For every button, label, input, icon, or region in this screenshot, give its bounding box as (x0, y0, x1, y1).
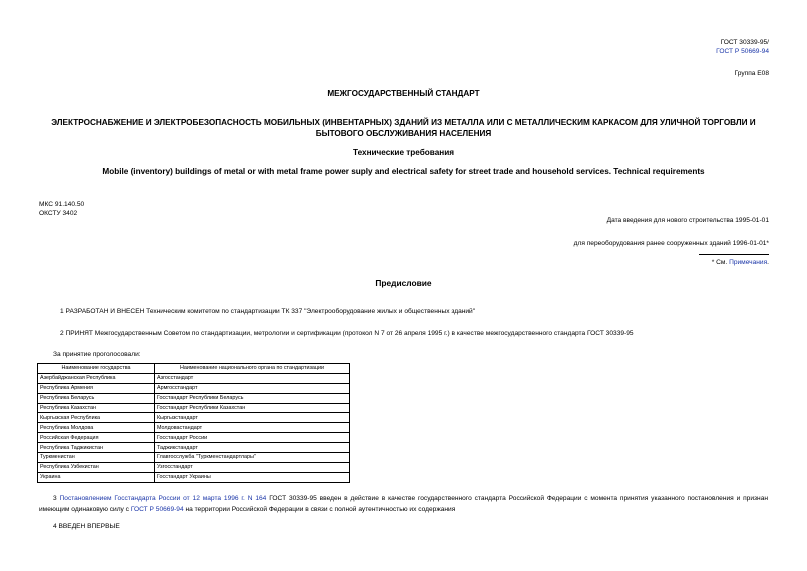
state-cell: Азербайджанская Республика (38, 373, 155, 383)
document-subtitle-ru: Технические требования (352, 148, 455, 157)
state-cell: Республика Узбекистан (38, 462, 155, 472)
table-header-state: Наименование государства (38, 364, 155, 374)
voted-label: За принятие проголосовали: (53, 351, 141, 358)
body-cell: Таджикстандарт (155, 443, 350, 453)
effective-date-reequip: для переоборудования ранее сооруженных зданий 1996-01-01* (573, 240, 769, 247)
table-row (38, 433, 350, 443)
group-code: Группа Е08 (734, 70, 769, 77)
state-cell: Республика Казахстан (38, 403, 155, 413)
state-cell: Российская Федерация (38, 433, 155, 443)
preface-heading: Предисловие (375, 278, 432, 288)
body-cell: Кыргызстандарт (155, 413, 350, 423)
state-cell: Туркменистан (38, 453, 155, 463)
paragraph-2: 2 ПРИНЯТ Межгосударственным Советом по стандартизации, метрологии и сертификации (протокол N 7 от 26 апреля 1995 г.) в качестве межгосударственного стандарта ГОСТ 30339-95 (60, 330, 634, 337)
gost-r-link[interactable]: ГОСТ Р 50669-94 (130, 506, 184, 513)
state-cell: Республика Беларусь (38, 393, 155, 403)
footnote-suffix: . (767, 259, 769, 266)
body-cell: Госстандарт Республики Казахстан (155, 403, 350, 413)
state-cell: Республика Таджикистан (38, 443, 155, 453)
state-cell: Кыргызская Республика (38, 413, 155, 423)
interstate-standard-heading: МЕЖГОСУДАРСТВЕННЫЙ СТАНДАРТ (327, 89, 480, 98)
table-row (38, 472, 350, 482)
paragraph-1: 1 РАЗРАБОТАН И ВНЕСЕН Техническим комитетом по стандартизации ТК 337 "Электрооборудование жилых и общественных зданий" (60, 308, 476, 315)
footnote-divider (699, 254, 769, 255)
body-cell: Молдовастандарт (155, 423, 350, 433)
state-cell: Республика Молдова (38, 423, 155, 433)
standard-code: ГОСТ 30339-95/ (720, 39, 769, 46)
table-row (38, 403, 350, 413)
notes-link[interactable]: Примечания (729, 259, 768, 266)
state-cell: Украина (38, 472, 155, 482)
classification-codes (39, 200, 84, 218)
footnote-prefix: * См. (711, 259, 730, 266)
voting-table (37, 363, 350, 483)
okstu-code: ОКСТУ 3402 (39, 210, 78, 217)
standard-code-link[interactable]: ГОСТ Р 50669-94 (716, 48, 769, 55)
table-row (38, 383, 350, 393)
paragraph-3-text-1: ГОСТ 30339-95 введен в действие в качестве государственного стандарта Российской Федерации с момента принятия указанного постановления и признан имеющим одинаковую силу с (39, 495, 769, 513)
body-cell: Узгосстандарт (155, 462, 350, 472)
table-header-row (38, 364, 350, 374)
state-cell: Республика Армения (38, 383, 155, 393)
table-row (38, 373, 350, 383)
paragraph-3 (39, 493, 768, 515)
table-row (38, 423, 350, 433)
decree-link[interactable]: Постановлением Госстандарта России от 12 марта 1996 г. N 164 (59, 495, 267, 502)
body-cell: Армгосстандарт (155, 383, 350, 393)
body-cell: Азгосстандарт (155, 373, 350, 383)
table-row (38, 393, 350, 403)
document-title-en: Mobile (inventory) buildings of metal or with metal frame power suply and electrical safety for street trade and household services. Technical requirements (102, 167, 705, 176)
paragraph-3-number: 3 (53, 495, 60, 502)
body-cell: Главгосслужба "Туркменстандартлары" (155, 453, 350, 463)
effective-date-new: Дата введения для нового строительства 1995-01-01 (606, 217, 769, 224)
body-cell: Госстандарт Украины (155, 472, 350, 482)
table-row (38, 462, 350, 472)
body-cell: Госстандарт Республики Беларусь (155, 393, 350, 403)
table-row (38, 413, 350, 423)
document-designation (716, 38, 769, 56)
table-row (38, 443, 350, 453)
document-title-ru: ЭЛЕКТРОСНАБЖЕНИЕ И ЭЛЕКТРОБЕЗОПАСНОСТЬ МОБИЛЬНЫХ (ИНВЕНТАРНЫХ) ЗДАНИЙ ИЗ МЕТАЛЛА ИЛИ С МЕТАЛЛИЧЕСКИМ КАРКАСОМ ДЛЯ УЛИЧНОЙ ТОРГОВЛИ И БЫТОВОГО ОБСЛУЖИВАНИЯ НАСЕЛЕНИЯ (51, 118, 756, 138)
paragraph-4: 4 ВВЕДЕН ВПЕРВЫЕ (53, 523, 120, 530)
table-header-body: Наименование национального органа по стандартизации (155, 364, 350, 374)
paragraph-3-text-2: на территории Российской Федерации в связи с полной аутентичностью их содержания (183, 506, 456, 513)
table-row (38, 453, 350, 463)
mks-code: МКС 91.140.50 (39, 201, 85, 208)
footnote (712, 259, 769, 266)
body-cell: Госстандарт России (155, 433, 350, 443)
